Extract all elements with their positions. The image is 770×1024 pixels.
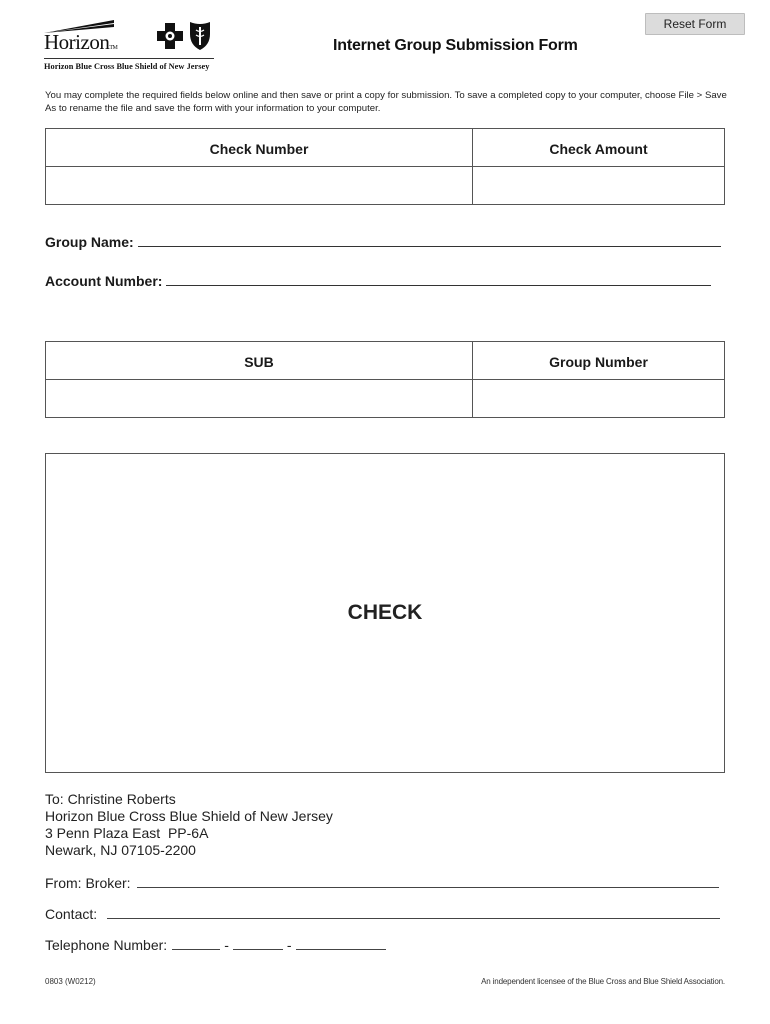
check-amount-input[interactable] xyxy=(473,167,724,204)
phone-separator: - xyxy=(224,937,229,953)
check-area-label: CHECK xyxy=(347,601,423,624)
check-number-header: Check Number xyxy=(46,129,473,166)
phone-area-code-line[interactable] xyxy=(172,949,220,950)
logo-subline: Horizon Blue Cross Blue Shield of New Jersey xyxy=(44,62,210,71)
logo-divider xyxy=(44,58,214,59)
horizon-logo xyxy=(44,20,124,52)
group-name-label: Group Name: xyxy=(45,234,134,250)
address-line-street: 3 Penn Plaza East PP-6A xyxy=(45,825,209,841)
page-title: Internet Group Submission Form xyxy=(333,37,578,54)
horizon-wordmark: HorizonTM xyxy=(44,30,118,54)
telephone-label: Telephone Number: xyxy=(45,937,168,953)
account-number-input-line[interactable] xyxy=(166,285,711,286)
sub-header: SUB xyxy=(46,342,473,379)
instructions-text: You may complete the required fields below online and then save or print a copy for submission. To save a completed copy to your computer, choose File > Save As to rename the file and save the form with your information to your computer. xyxy=(45,90,727,114)
licensee-notice: An independent licensee of the Blue Cross and Blue Shield Association. xyxy=(481,977,725,986)
sub-input[interactable] xyxy=(46,380,472,417)
group-number-input[interactable] xyxy=(473,380,724,417)
bcbs-logo xyxy=(156,18,214,52)
address-line-company: Horizon Blue Cross Blue Shield of New Jersey xyxy=(45,808,333,824)
group-number-cell xyxy=(473,380,724,417)
account-number-field[interactable] xyxy=(45,273,711,289)
group-name-input-line[interactable] xyxy=(138,246,721,247)
contact-field[interactable] xyxy=(45,906,720,922)
broker-label: From: Broker: xyxy=(45,875,131,891)
check-amount-cell xyxy=(473,167,724,204)
form-code: 0803 (W0212) xyxy=(45,977,96,986)
check-info-table xyxy=(45,128,725,205)
contact-label: Contact: xyxy=(45,906,98,922)
reset-form-button[interactable]: Reset Form xyxy=(645,13,745,35)
broker-field[interactable] xyxy=(45,875,719,891)
check-amount-header: Check Amount xyxy=(549,141,648,157)
broker-input-line[interactable] xyxy=(137,887,719,888)
mailing-address xyxy=(45,791,333,859)
sub-cell xyxy=(46,380,473,417)
check-placement-area xyxy=(45,453,725,773)
phone-separator: - xyxy=(286,937,292,953)
phone-prefix-line[interactable] xyxy=(233,949,283,950)
contact-input-line[interactable] xyxy=(107,918,720,919)
table-header-row xyxy=(46,129,724,167)
phone-line-number-line[interactable] xyxy=(296,949,386,950)
table-row xyxy=(46,380,724,417)
table-row xyxy=(46,167,724,204)
account-number-label: Account Number: xyxy=(45,273,163,289)
check-number-cell xyxy=(46,167,473,204)
group-name-field[interactable] xyxy=(45,234,721,250)
address-line-recipient: To: Christine Roberts xyxy=(45,791,176,807)
table-header-row xyxy=(46,342,724,380)
group-number-header: Group Number xyxy=(549,354,648,370)
check-number-input[interactable] xyxy=(46,167,472,204)
sub-group-table xyxy=(45,341,725,418)
blue-cross-blue-shield-icon xyxy=(156,18,214,52)
address-line-city: Newark, NJ 07105-2200 xyxy=(45,842,196,858)
telephone-field[interactable] xyxy=(45,937,386,953)
